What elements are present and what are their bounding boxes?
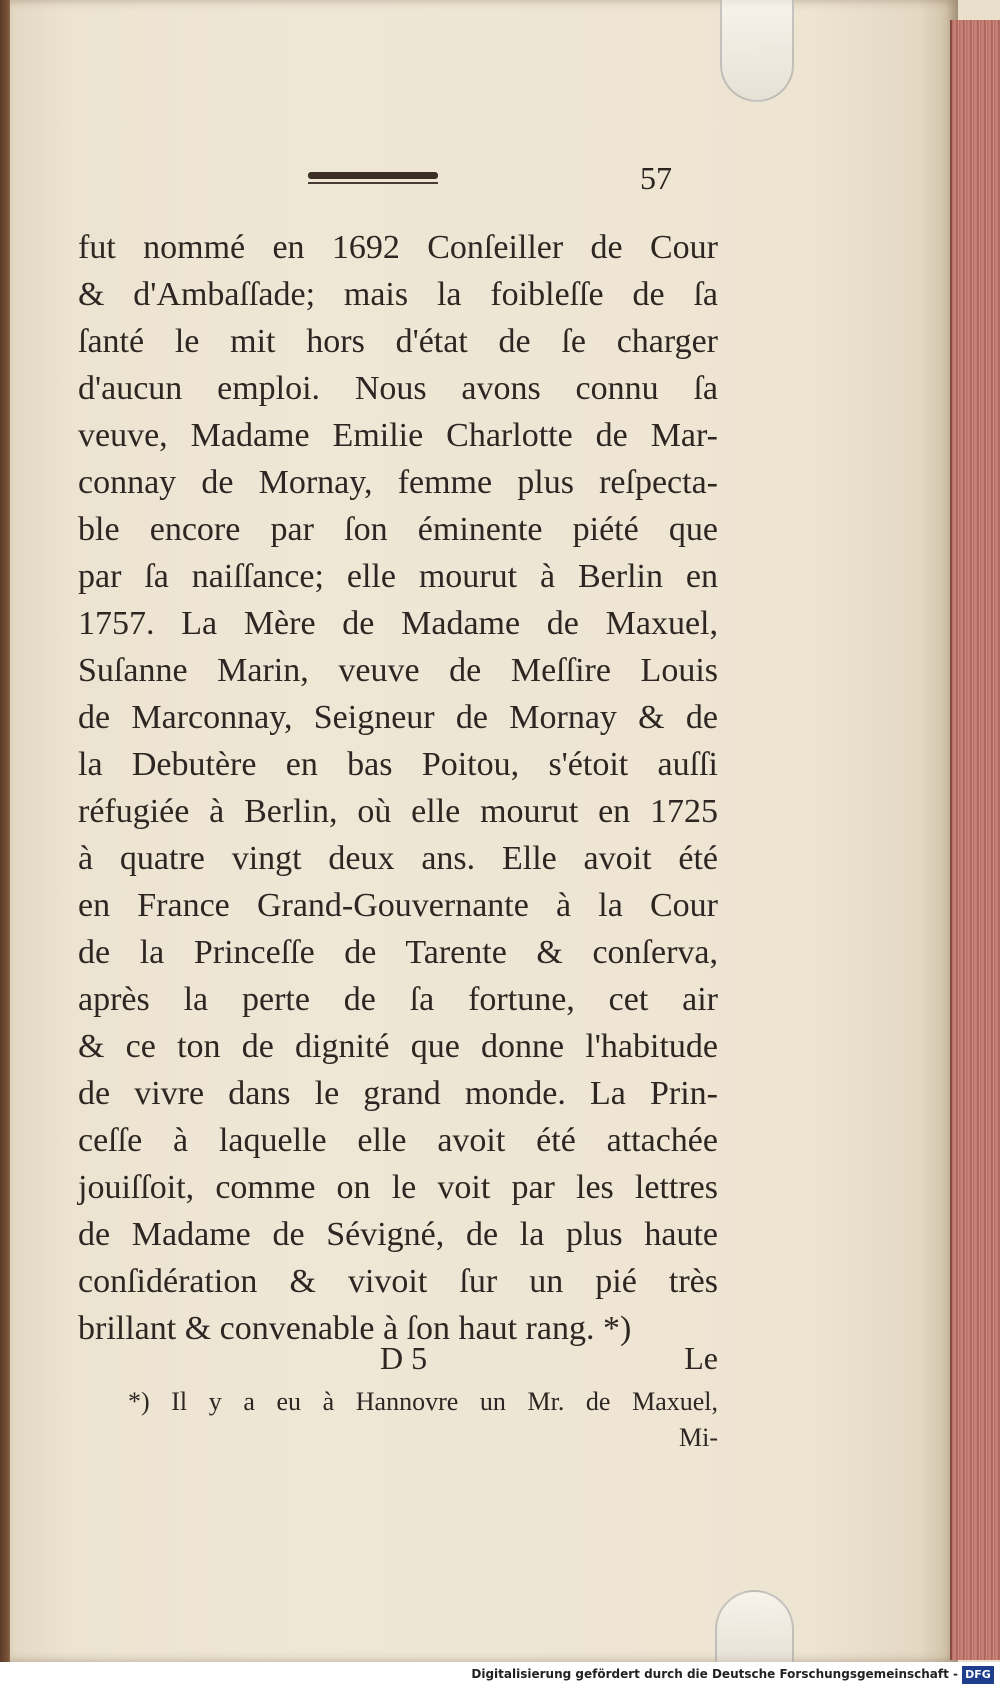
text-line: Suſanne Marin, veuve de Meſſire Louis: [78, 652, 718, 689]
signature-line: [380, 1340, 718, 1380]
text-line: d'aucun emploi. Nous avons connu ſa: [78, 370, 718, 407]
text-line: de Marconnay, Seigneur de Mornay & de: [78, 699, 718, 736]
text-line: en France Grand-Gouvernante à la Cour: [78, 887, 718, 924]
text-line: de Madame de Sévigné, de la plus haute: [78, 1216, 718, 1253]
footnote: [128, 1384, 718, 1456]
text-line: de la Princeſſe de Tarente & conſerva,: [78, 934, 718, 971]
catchword: Le: [684, 1340, 718, 1376]
text-line: & d'Ambaſſade; mais la foibleſſe de ſa: [78, 276, 718, 313]
text-line: à quatre vingt deux ans. Elle avoit été: [78, 840, 718, 877]
text-line: veuve, Madame Emilie Charlotte de Mar-: [78, 417, 718, 454]
text-line: & ce ton de dignité que donne l'habitude: [78, 1028, 718, 1065]
page-number: 57: [640, 160, 672, 196]
signature-mark: D 5: [380, 1340, 428, 1376]
credit-text: Digitalisierung gefördert durch die Deutsche Forschungsgemeinschaft -: [471, 1667, 958, 1681]
text-line: conſidération & vivoit ſur un pié très: [78, 1263, 718, 1300]
text-line: brillant & convenable à ſon haut rang. *): [78, 1310, 632, 1347]
text-line: de vivre dans le grand monde. La Prin-: [78, 1075, 718, 1112]
text-line: ſanté le mit hors d'état de ſe charger: [78, 323, 718, 360]
page-edges: [950, 20, 1000, 1660]
header-rule: [308, 172, 438, 179]
body-text: [78, 224, 718, 1352]
text-line: ble encore par ſon éminente piété que: [78, 511, 718, 548]
footnote-continuation: Mi-: [679, 1423, 718, 1452]
dfg-logo: DFG: [962, 1666, 994, 1684]
footnote-line: *) Il y a eu à Hannovre un Mr. de Maxuel,: [128, 1387, 718, 1416]
text-line: par ſa naiſſance; elle mourut à Berlin en: [78, 558, 718, 595]
text-line: jouiſſoit, comme on le voit par les lettres: [78, 1169, 718, 1206]
page-clip-top: [720, 0, 794, 102]
text-line: la Debutère en bas Poitou, s'étoit auſſi: [78, 746, 718, 783]
text-line: connay de Mornay, femme plus reſpecta-: [78, 464, 718, 501]
text-line: après la perte de ſa fortune, cet air: [78, 981, 718, 1018]
text-line: fut nommé en 1692 Conſeiller de Cour: [78, 229, 718, 266]
text-line: ceſſe à laquelle elle avoit été attachée: [78, 1122, 718, 1159]
text-line: réfugiée à Berlin, où elle mourut en 1725: [78, 793, 718, 830]
text-line: 1757. La Mère de Madame de Maxuel,: [78, 605, 718, 642]
page-clip-bottom: [715, 1590, 794, 1664]
credit-bar: [0, 1662, 1000, 1689]
